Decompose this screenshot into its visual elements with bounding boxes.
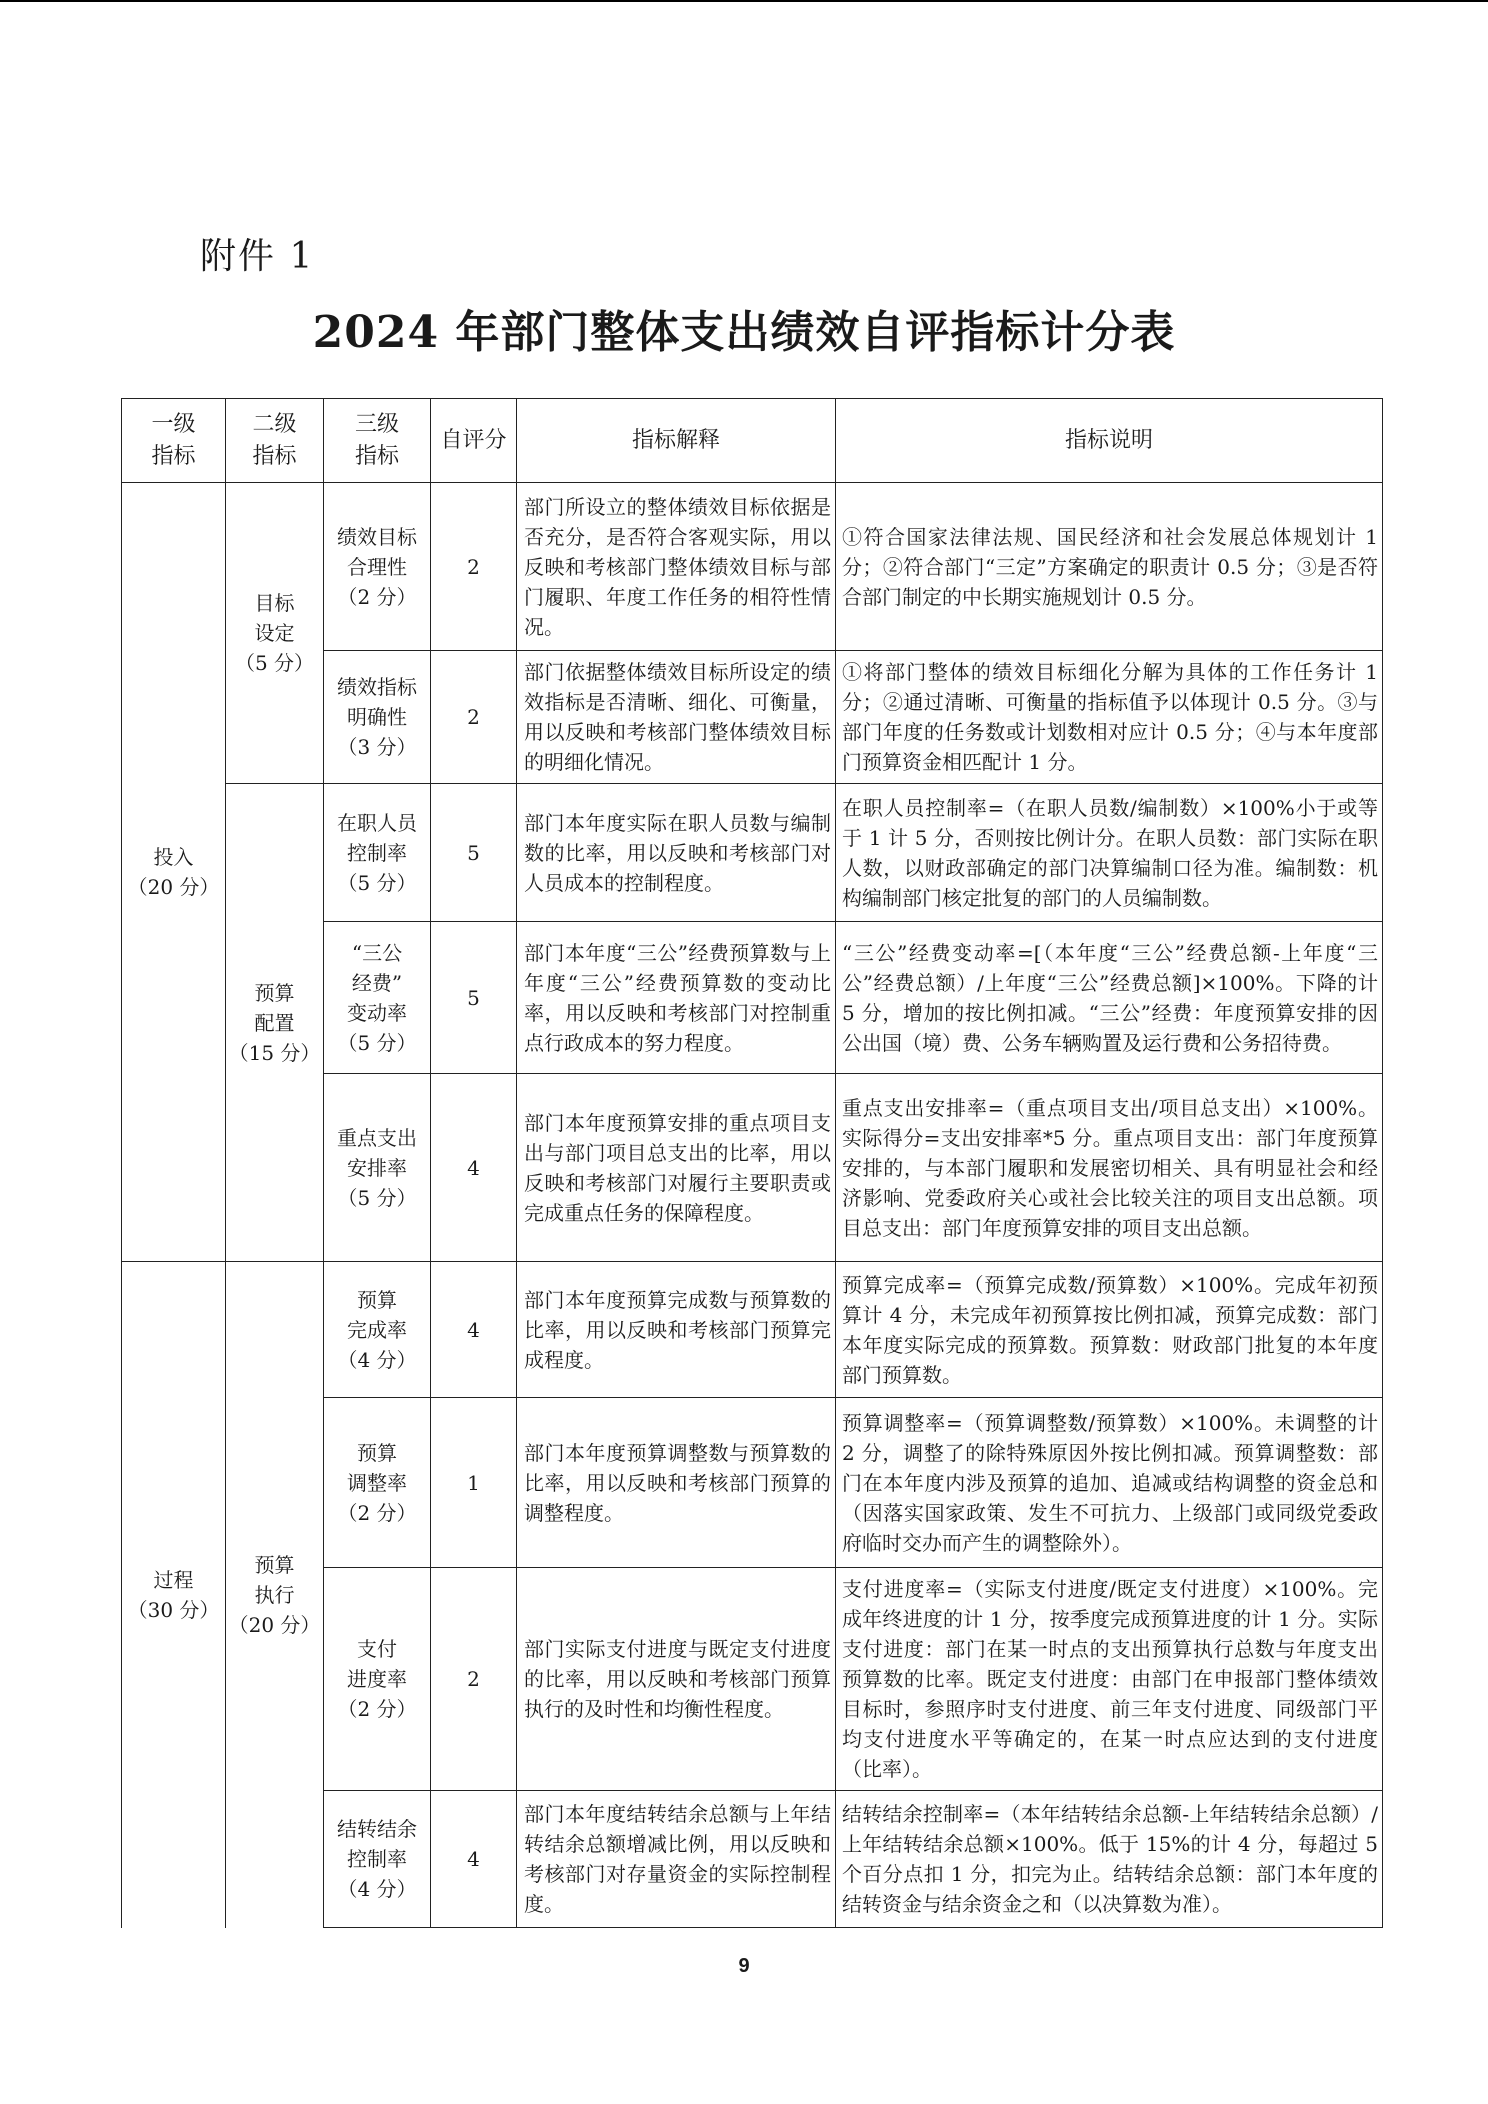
indicator-description: 支付进度率=（实际支付进度/既定支付进度）×100%。完成年终进度的计 1 分，按季度完成预算进度的计 1 分。实际支付进度：部门在某一时点的支出预算执行总数与年度支出预算数的比率。既定支付进度：由部门在申报部门整体绩效目标时，参照序时支付进度、前三年支付进度、同级部门平均支付进度水平等确定的，在某一时点应达到的支付进度（比率）。 (836, 1568, 1383, 1791)
level2-budget-execution: 预算 执行 （20 分） (226, 1262, 324, 1928)
self-score: 4 (431, 1074, 517, 1262)
indicator-description: 结转结余控制率=（本年结转结余总额-上年结转结余总额）/上年结转结余总额×100%。低于 15%的计 4 分，每超过 5 个百分点扣 1 分，扣完为止。结转结余总额：部门本年度的结转资金与结余资金之和（以决算数为准）。 (836, 1791, 1383, 1928)
self-score: 4 (431, 1791, 517, 1928)
indicator-explanation: 部门本年度预算调整数与预算数的比率，用以反映和考核部门预算的调整程度。 (517, 1398, 836, 1568)
self-score: 5 (431, 922, 517, 1074)
level3-indicator: 结转结余 控制率 （4 分） (324, 1791, 431, 1928)
table-header-row (122, 399, 1383, 483)
page-number: 9 (738, 1955, 750, 1977)
level3-indicator: “三公 经费” 变动率 （5 分） (324, 922, 431, 1074)
page-title: 2024 年部门整体支出绩效自评指标计分表 (312, 307, 1176, 358)
header-description: 指标说明 (836, 399, 1383, 483)
indicator-description: 重点支出安排率=（重点项目支出/项目总支出）×100%。实际得分=支出安排率*5 分。重点项目支出：部门年度预算安排的，与本部门履职和发展密切相关、具有明显社会和经济影响、党委政府关心或社会比较关注的项目支出总额。项目总支出：部门年度预算安排的项目支出总额。 (836, 1074, 1383, 1262)
level2-target-setting: 目标 设定 （5 分） (226, 483, 324, 784)
level2-budget-allocation: 预算 配置 （15 分） (226, 784, 324, 1262)
self-score: 5 (431, 784, 517, 922)
level1-process: 过程 （30 分） (122, 1262, 226, 1928)
indicator-description: 在职人员控制率=（在职人员数/编制数）×100%小于或等于 1 计 5 分，否则按比例计分。在职人员数：部门实际在职人数，以财政部确定的部门决算编制口径为准。编制数：机构编制部门核定批复的部门的人员编制数。 (836, 784, 1383, 922)
level3-indicator: 预算 调整率 （2 分） (324, 1398, 431, 1568)
level3-indicator: 绩效目标 合理性 （2 分） (324, 483, 431, 651)
table-row (122, 483, 1383, 651)
scoring-table (121, 398, 1383, 1928)
level1-input: 投入 （20 分） (122, 483, 226, 1262)
self-score: 2 (431, 483, 517, 651)
table-row (122, 784, 1383, 922)
indicator-description: ①符合国家法律法规、国民经济和社会发展总体规划计 1 分；②符合部门“三定”方案确定的职责计 0.5 分；③是否符合部门制定的中长期实施规划计 0.5 分。 (836, 483, 1383, 651)
indicator-explanation: 部门本年度预算安排的重点项目支出与部门项目总支出的比率，用以反映和考核部门对履行主要职责或完成重点任务的保障程度。 (517, 1074, 836, 1262)
indicator-explanation: 部门所设立的整体绩效目标依据是否充分，是否符合客观实际，用以反映和考核部门整体绩效目标与部门履职、年度工作任务的相符性情况。 (517, 483, 836, 651)
self-score: 4 (431, 1262, 517, 1398)
level3-indicator: 绩效指标 明确性 （3 分） (324, 651, 431, 784)
level3-indicator: 预算 完成率 （4 分） (324, 1262, 431, 1398)
attachment-label: 附件 1 (200, 236, 315, 277)
indicator-description: 预算完成率=（预算完成数/预算数）×100%。完成年初预算计 4 分，未完成年初预算按比例扣减，预算完成数：部门本年度实际完成的预算数。预算数：财政部门批复的本年度部门预算数。 (836, 1262, 1383, 1398)
indicator-explanation: 部门本年度预算完成数与预算数的比率，用以反映和考核部门预算完成程度。 (517, 1262, 836, 1398)
header-level2: 二级 指标 (226, 399, 324, 483)
indicator-explanation: 部门依据整体绩效目标所设定的绩效指标是否清晰、细化、可衡量，用以反映和考核部门整体绩效目标的明细化情况。 (517, 651, 836, 784)
self-score: 1 (431, 1398, 517, 1568)
indicator-explanation: 部门本年度实际在职人员数与编制数的比率，用以反映和考核部门对人员成本的控制程度。 (517, 784, 836, 922)
level3-indicator: 在职人员 控制率 （5 分） (324, 784, 431, 922)
indicator-description: ①将部门整体的绩效目标细化分解为具体的工作任务计 1 分；②通过清晰、可衡量的指标值予以体现计 0.5 分。③与部门年度的任务数或计划数相对应计 0.5 分；④与本年度部门预算资金相匹配计 1 分。 (836, 651, 1383, 784)
indicator-description: “三公”经费变动率=[（本年度“三公”经费总额-上年度“三公”经费总额）/上年度“三公”经费总额]×100%。下降的计 5 分，增加的按比例扣减。“三公”经费：年度预算安排的因公出国（境）费、公务车辆购置及运行费和公务招待费。 (836, 922, 1383, 1074)
header-level3: 三级 指标 (324, 399, 431, 483)
top-rule (0, 0, 1488, 2)
header-level1: 一级 指标 (122, 399, 226, 483)
indicator-description: 预算调整率=（预算调整数/预算数）×100%。未调整的计 2 分，调整了的除特殊原因外按比例扣减。预算调整数：部门在本年度内涉及预算的追加、追减或结构调整的资金总和（因落实国家政策、发生不可抗力、上级部门或同级党委政府临时交办而产生的调整除外）。 (836, 1398, 1383, 1568)
indicator-explanation: 部门实际支付进度与既定支付进度的比率，用以反映和考核部门预算执行的及时性和均衡性程度。 (517, 1568, 836, 1791)
header-explanation: 指标解释 (517, 399, 836, 483)
level3-indicator: 重点支出 安排率 （5 分） (324, 1074, 431, 1262)
level3-indicator: 支付 进度率 （2 分） (324, 1568, 431, 1791)
self-score: 2 (431, 1568, 517, 1791)
table-row (122, 1262, 1383, 1398)
indicator-explanation: 部门本年度结转结余总额与上年结转结余总额增减比例，用以反映和考核部门对存量资金的实际控制程度。 (517, 1791, 836, 1928)
self-score: 2 (431, 651, 517, 784)
header-score: 自评分 (431, 399, 517, 483)
indicator-explanation: 部门本年度“三公”经费预算数与上年度“三公”经费预算数的变动比率，用以反映和考核部门对控制重点行政成本的努力程度。 (517, 922, 836, 1074)
